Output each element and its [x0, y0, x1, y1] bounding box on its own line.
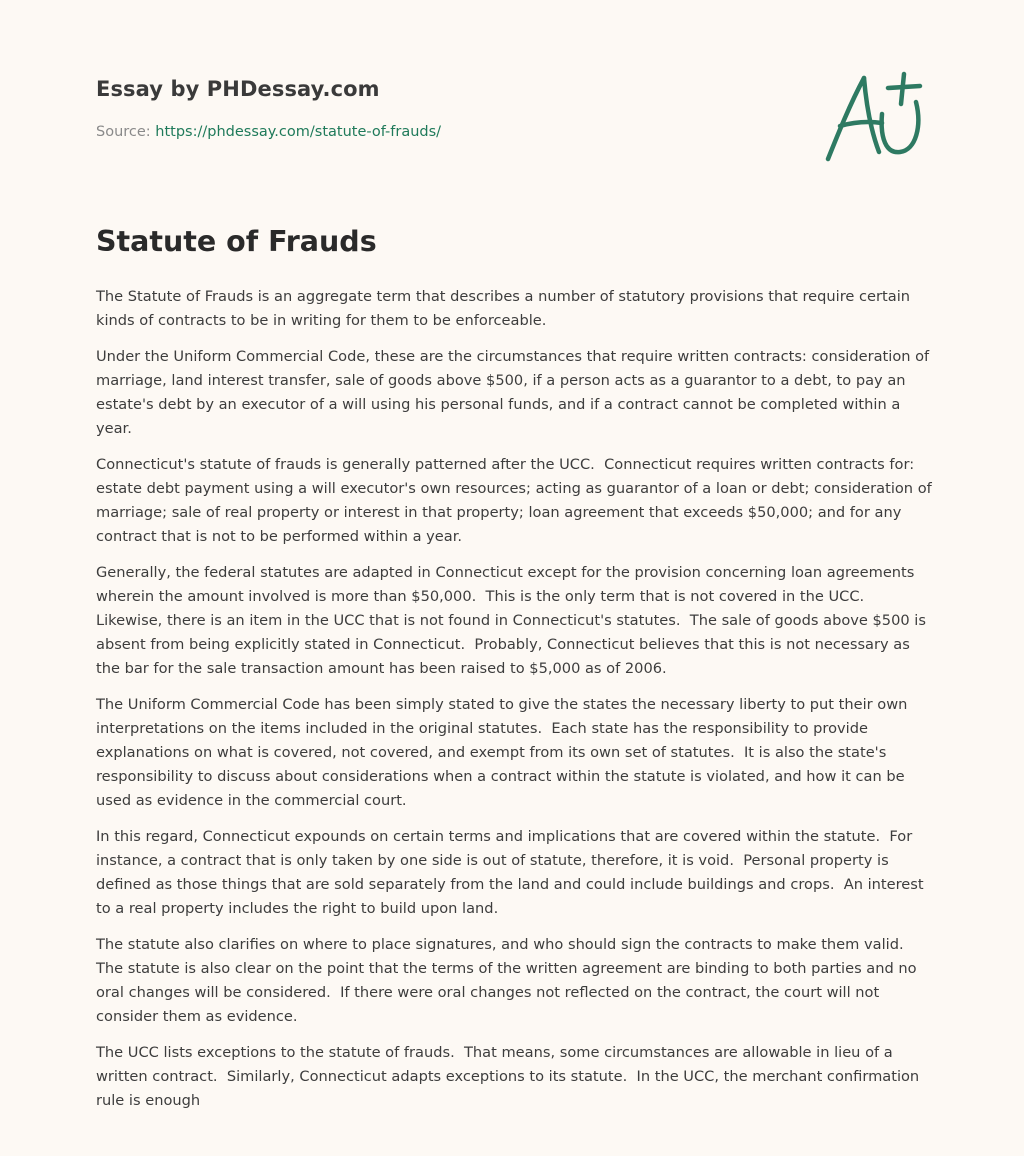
essay-title: Statute of Frauds — [96, 225, 377, 258]
site-title: Essay by PHDessay.com — [96, 77, 380, 101]
essay-paragraph: The UCC lists exceptions to the statute of frauds. That means, some circumstances are allowable in lieu of a written contract. Similarly, Connecticut adapts exceptions to its statute. In the UCC, the merchant confirmation rule is enough — [96, 1044, 924, 1109]
essay-paragraph: The Statute of Frauds is an aggregate term that describes a number of statutory provisions that require certain kinds of contracts to be in writing for them to be enforceable. — [96, 288, 915, 329]
essay-paragraph: Connecticut's statute of frauds is generally patterned after the UCC. Connecticut requires written contracts for: estate debt payment using a will executor's own resources; acting as guarantor of a loan or debt; consideration of marriage; sale of real property or interest in that property; loan agreement that exceeds $50,000; and for any contract that is not to be performed within a year. — [96, 456, 937, 545]
source-label: Source: — [96, 124, 156, 140]
essay-paragraph: In this regard, Connecticut expounds on certain terms and implications that are covered within the statute. For instance, a contract that is only taken by one side is out of statute, therefore, it is void. Personal property is defined as those things that are sold separately from the land and could include buildings and crops. An interest to a real property includes the right to build upon land. — [96, 828, 929, 917]
a-plus-logo-icon — [824, 66, 928, 166]
essay-paragraph: Generally, the federal statutes are adapted in Connecticut except for the provision concerning loan agreements wherein the amount involved is more than $50,000. This is the only term that is not covered in the UCC. Likewise, there is an item in the UCC that is not found in Connecticut's statutes. The sale of goods above $500 is absent from being explicitly stated in Connecticut. Probably, Connecticut believes that this is not necessary as the bar for the sale transaction amount has been raised to $5,000 as of 2006. — [96, 564, 931, 677]
essay-paragraph: The Uniform Commercial Code has been simply stated to give the states the necessary liberty to put their own interpretations on the items included in the original statutes. Each state has the responsibility to provide explanations on what is covered, not covered, and exempt from its own set of statutes. It is also the state's responsibility to discuss about considerations when a contract within the statute is violated, and how it can be used as evidence in the commercial court. — [96, 696, 913, 809]
essay-body — [96, 285, 937, 1125]
source-line — [96, 124, 441, 140]
essay-paragraph: Under the Uniform Commercial Code, these are the circumstances that require written contracts: consideration of marriage, land interest transfer, sale of goods above $500, if a person acts as a guarantor to a debt, to pay an estate's debt by an executor of a will using his personal funds, and if a contract cannot be completed within a year. — [96, 348, 934, 437]
essay-paragraph: The statute also clarifies on where to place signatures, and who should sign the contracts to make them valid. The statute is also clear on the point that the terms of the written agreement are binding to both parties and no oral changes will be considered. If there were oral changes not reflected on the contract, the court will not consider them as evidence. — [96, 936, 922, 1025]
source-link[interactable]: https://phdessay.com/statute-of-frauds/ — [155, 124, 442, 140]
